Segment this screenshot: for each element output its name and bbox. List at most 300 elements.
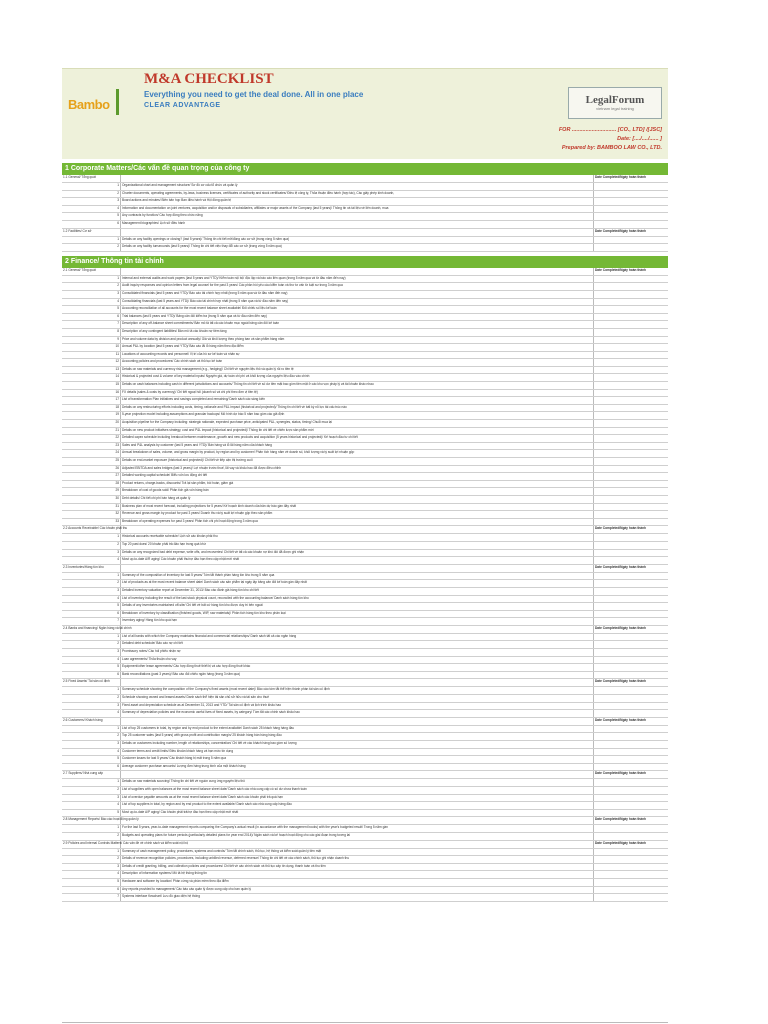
date-cell[interactable]	[594, 450, 669, 458]
row-item: Business plan of most recent forecast, including projections for 5 years/ Kế hoạch kinh doanh của bản dự báo gần đây nhất	[121, 503, 594, 511]
date-cell[interactable]	[594, 283, 669, 291]
checklist-row	[62, 541, 668, 549]
checklist-row	[62, 450, 668, 458]
checklist-row	[62, 442, 668, 450]
date-cell[interactable]	[594, 412, 669, 420]
date-cell[interactable]	[594, 863, 669, 871]
date-cell[interactable]	[594, 595, 669, 603]
checklist-row	[62, 389, 668, 397]
date-cell[interactable]	[594, 244, 669, 252]
group-row	[62, 526, 668, 534]
date-cell[interactable]	[594, 741, 669, 749]
row-item: Description of any contingent liabilities/ Bản mô tả các khoản nợ tiềm tàng	[121, 328, 594, 336]
date-cell[interactable]	[594, 572, 669, 580]
checklist-row	[62, 671, 668, 679]
checklist-row	[62, 275, 668, 283]
row-number: 4	[62, 656, 121, 664]
row-number: 6	[62, 763, 121, 771]
date-cell[interactable]	[594, 779, 669, 787]
row-item: Details on cash balances including cash in different jurisdictions and accounts/ Thông tin chi tiết về số dư tiền mặt bao gồm tiền mặt ở các khu vực pháp lý và tài khoản khác nhau	[121, 382, 594, 390]
row-number: 7	[62, 618, 121, 626]
checklist-row	[62, 344, 668, 352]
row-number: 4	[62, 595, 121, 603]
row-number: 12	[62, 359, 121, 367]
row-number: 26	[62, 465, 121, 473]
row-number: 23	[62, 442, 121, 450]
row-number: 2	[62, 190, 121, 198]
date-completed-header: Date Completed/Ngày hoàn thành	[594, 564, 669, 572]
row-item: Customer terms and credit limits/ Điều khoản khách hàng và hạn mức tín dụng	[121, 748, 594, 756]
date-cell[interactable]	[594, 848, 669, 856]
date-cell[interactable]	[594, 382, 669, 390]
row-number: 22	[62, 435, 121, 443]
checklist-row	[62, 794, 668, 802]
date-completed-header: Date Completed/Ngày hoàn thành	[594, 228, 669, 236]
row-number: 28	[62, 480, 121, 488]
date-cell[interactable]	[594, 649, 669, 657]
checklist-row	[62, 580, 668, 588]
row-number: 19	[62, 412, 121, 420]
date-cell[interactable]	[594, 205, 669, 213]
checklist-row	[62, 412, 668, 420]
row-number: 3	[62, 198, 121, 206]
row-number: 3	[62, 794, 121, 802]
row-item: Details on any recognized bad debt expense, write offs, and recoveries/ Chi tiết về tất cả các khoản nợ khó đòi đã được ghi nhận	[121, 549, 594, 557]
date-cell[interactable]	[594, 488, 669, 496]
group-spacer	[121, 526, 594, 534]
row-item: Historical & projected cost & volume of key material inputs/ Nguyên giá, dự toán chi phí và khối lượng của nguyên liệu đầu vào chính	[121, 374, 594, 382]
row-item: Internal and external audits and work papers (last 5 years and YTD)/ Kiểm toán nội bộ/ độc lập và báo cáo liên quan (trong 5 năm qua và từ đầu năm đến nay)	[121, 275, 594, 283]
checklist-row	[62, 313, 668, 321]
checklist-row	[62, 298, 668, 306]
row-item: Loan agreements/ Thỏa thuận cho vay	[121, 656, 594, 664]
checklist-row	[62, 511, 668, 519]
row-item: Audit inquiry responses and opinion letters from legal counsel for the past 3 years/ Các phản hồi yêu cầu kiểm toán và thư tư vấn từ luật sư trong 3 năm qua	[121, 283, 594, 291]
row-item: Schedule showing owned and leased assets/ Danh sách thể hiện tài sản chủ sở hữu và tài sản cho thuê	[121, 695, 594, 703]
group-label: 1.1 General/ Tổng quát	[62, 175, 121, 183]
row-number: 5	[62, 809, 121, 817]
row-item: For the last 5 years, year-to-date management reports comparing the Company's actual result (in accordance with the management books) with the year's budgeted result/ Trong 5 năm gần	[121, 825, 594, 833]
row-number: 3	[62, 741, 121, 749]
checklist-row	[62, 572, 668, 580]
row-item: List of overdue payable amounts as at the most recent balance sheet date/ Danh sách các khoản phải trả quá hạn	[121, 794, 594, 802]
group-row	[62, 717, 668, 725]
group-spacer	[121, 840, 594, 848]
date-cell[interactable]	[594, 351, 669, 359]
row-number: 14	[62, 374, 121, 382]
group-row	[62, 564, 668, 572]
date-cell[interactable]	[594, 687, 669, 695]
row-item: Fixed asset and depreciation schedule as at December 31, 2013 and YTD/ Tài sản cố định và lịch trình khấu hao	[121, 702, 594, 710]
row-number: 11	[62, 351, 121, 359]
date-cell[interactable]	[594, 541, 669, 549]
row-number: 5	[62, 878, 121, 886]
row-number: 25	[62, 458, 121, 466]
row-item: Accounting reconciliation of all accounts for the most recent balance sheet available/ Đối chiếu số liệu kế toán	[121, 306, 594, 314]
row-number: 2	[62, 733, 121, 741]
row-item: Details of credit granting, billing, and collection policies and procedures/ Chi tiết về các chính sách và thủ tục cấp tín dụng, thanh toán và thu tiền	[121, 863, 594, 871]
checklist-row	[62, 695, 668, 703]
checklist-row	[62, 480, 668, 488]
row-number: 3	[62, 290, 121, 298]
date-completed-header: Date Completed/Ngày hoàn thành	[594, 625, 669, 633]
group-label: 2.5 Fixed Assets/ Tài sản cố định	[62, 679, 121, 687]
row-item: Inventory aging/ Hàng tồn kho quá hạn	[121, 618, 594, 626]
checklist-row	[62, 641, 668, 649]
group-spacer	[121, 564, 594, 572]
row-number: 4	[62, 871, 121, 879]
group-row	[62, 268, 668, 276]
row-number: 8	[62, 328, 121, 336]
date-cell[interactable]	[594, 275, 669, 283]
row-number: 13	[62, 366, 121, 374]
row-item: Most up-to-date A/P aging/ Các khoản phải trả/nợ đáo hạn theo cập nhật mới nhất	[121, 809, 594, 817]
date-cell[interactable]	[594, 213, 669, 221]
row-item: Annual P&L by location (last 5 years and YTD)/ Báo cáo lãi lỗ hàng năm theo địa điểm	[121, 344, 594, 352]
date-cell[interactable]	[594, 344, 669, 352]
row-item: Any contracts by function/ Các hợp đồng theo chức năng	[121, 213, 594, 221]
date-cell[interactable]	[594, 587, 669, 595]
date-cell[interactable]	[594, 183, 669, 191]
row-number: 3	[62, 702, 121, 710]
row-number: 1	[62, 725, 121, 733]
checklist-row	[62, 802, 668, 810]
row-number: 1	[62, 572, 121, 580]
date-cell[interactable]	[594, 633, 669, 641]
date-cell[interactable]	[594, 480, 669, 488]
document-header	[62, 68, 668, 159]
checklist-row	[62, 894, 668, 902]
row-item: Information and documentation on joint ventures, acquisition and/or disposals of subsidiaries, affiliates or major assets of the Company (last 5 years)/ Thông tin và tài liệu về liên doanh, mua	[121, 205, 594, 213]
checklist-sections	[62, 163, 668, 902]
row-item: Details on new product initiatives strategy, cost and P&L impact (historical and projected)/ Thông tin chi tiết về chiến lược sản phẩm mới	[121, 427, 594, 435]
row-number: 9	[62, 336, 121, 344]
date-cell[interactable]	[594, 534, 669, 542]
row-number: 2	[62, 832, 121, 840]
date-cell[interactable]	[594, 404, 669, 412]
date-cell[interactable]	[594, 671, 669, 679]
checklist-row	[62, 244, 668, 252]
date-cell[interactable]	[594, 894, 669, 902]
row-number: 30	[62, 495, 121, 503]
group-spacer	[121, 268, 594, 276]
row-number: 1	[62, 687, 121, 695]
date-line: Date: [..../..../...... ]	[617, 136, 662, 142]
checklist-row	[62, 404, 668, 412]
checklist-row	[62, 359, 668, 367]
legalforum-logo-text: LegalForum	[585, 94, 645, 106]
for-line: FOR ............................. [CO., LTD] /[JSC]	[558, 127, 662, 133]
checklist-row	[62, 618, 668, 626]
row-item: List of inventory including the result of the last stock physical count, reconciled with the accounting balance/ Danh sách hàng tồn kho	[121, 595, 594, 603]
date-cell[interactable]	[594, 321, 669, 329]
date-cell[interactable]	[594, 190, 669, 198]
row-number: 1	[62, 633, 121, 641]
row-item: List of transformation Plan initiatives and savings completed and remaining/ Danh sách các sáng kiến	[121, 397, 594, 405]
checklist-row	[62, 871, 668, 879]
date-cell[interactable]	[594, 656, 669, 664]
row-number: 4	[62, 748, 121, 756]
row-item: List of top 25 customers in total, by region and by end product to the extent available/ Danh sách 25 khách hàng hàng đầu	[121, 725, 594, 733]
row-item: FX details (sales & costs by currency)/ Chi tiết ngoại hối (doanh số và chi phí theo đơn vị tiền tệ)	[121, 389, 594, 397]
date-cell[interactable]	[594, 641, 669, 649]
date-cell[interactable]	[594, 503, 669, 511]
date-cell[interactable]	[594, 580, 669, 588]
group-row	[62, 817, 668, 825]
checklist-row	[62, 220, 668, 228]
row-number: 21	[62, 427, 121, 435]
checklist-row	[62, 465, 668, 473]
legalforum-logo-subtext: vietnam legal training	[596, 106, 634, 111]
row-item: Details on any facility turnarounds (last 5 years)/ Thông tin chi tiết việc thay đổi các cơ sở (trong vòng 5 năm qua)	[121, 244, 594, 252]
row-item: Top 25 customer sales (last 5 years) with gross profit and contribution margin/ 25 khách hàng bán hàng hàng đầu	[121, 733, 594, 741]
checklist-row	[62, 420, 668, 428]
row-item: Details on customers including number, length of relationships, concentration/ Chi tiết về các khách hàng bao gồm số lượng	[121, 741, 594, 749]
group-label: 2.2 Accounts Receivable/ Các khoản phải thu	[62, 526, 121, 534]
checklist-row	[62, 863, 668, 871]
checklist-sheet	[62, 68, 668, 902]
row-number: 7	[62, 894, 121, 902]
date-cell[interactable]	[594, 825, 669, 833]
date-cell[interactable]	[594, 603, 669, 611]
date-cell[interactable]	[594, 748, 669, 756]
checklist-row	[62, 702, 668, 710]
date-cell[interactable]	[594, 871, 669, 879]
date-cell[interactable]	[594, 198, 669, 206]
date-cell[interactable]	[594, 328, 669, 336]
row-item: Breakdown of inventory by classification (finished goods, WIP, raw materials)/ Phân tích hàng tồn kho theo phân loại	[121, 610, 594, 618]
row-item: Consolidated financials (last 5 years and YTD)/ Báo cáo tài chính hợp nhất (trong 5 năm qua và từ đầu năm đến nay)	[121, 290, 594, 298]
row-item: Any reports provided to management/ Các báo cáo quản lý được cung cấp cho ban quản lý	[121, 886, 594, 894]
row-item: Product returns, charge-backs, discounts/ Trả lại sản phẩm, bồi hoàn, giảm giá	[121, 480, 594, 488]
row-item: Annual breakdown of sales, volume, and gross margin by product, by region and by customer/ Phân tích hàng năm về doanh số, khối lượng và tỷ suất lợi nhuận gộp	[121, 450, 594, 458]
row-item: List of top suppliers in total, by region and by end product to the extent available/ Danh sách các nhà cung cấp hàng đầu	[121, 802, 594, 810]
checklist-row	[62, 595, 668, 603]
checklist-row	[62, 198, 668, 206]
row-item: Breakdown of operating expenses for past 3 years/ Phân tích chi phí hoạt động trong 3 năm qua	[121, 518, 594, 526]
checklist-row	[62, 236, 668, 244]
row-item: Charter documents, operating agreements, by-laws, business licenses, certificates of authority and stock certificates/ Điều lệ công ty, Thỏa thuận điều hành (hợp tác), Các giấy phép kinh doanh,	[121, 190, 594, 198]
row-number: 4	[62, 298, 121, 306]
group-row	[62, 840, 668, 848]
row-number: 1	[62, 183, 121, 191]
checklist-row	[62, 779, 668, 787]
date-cell[interactable]	[594, 427, 669, 435]
date-cell[interactable]	[594, 710, 669, 718]
date-cell[interactable]	[594, 664, 669, 672]
date-cell[interactable]	[594, 306, 669, 314]
date-cell[interactable]	[594, 832, 669, 840]
row-number: 27	[62, 473, 121, 481]
row-item: Accounting policies and procedures/ Các chính sách và thủ tục kế toán	[121, 359, 594, 367]
date-cell[interactable]	[594, 794, 669, 802]
row-item: Summary of the composition of inventory for last 5 years/ Tóm tắt thành phần hàng tồn kho trong 5 năm qua	[121, 572, 594, 580]
checklist-row	[62, 495, 668, 503]
group-spacer	[121, 625, 594, 633]
row-number: 3	[62, 649, 121, 657]
checklist-row	[62, 534, 668, 542]
date-cell[interactable]	[594, 518, 669, 526]
date-cell[interactable]	[594, 495, 669, 503]
logo-law-bar	[116, 89, 137, 115]
row-number: 4	[62, 205, 121, 213]
row-item: Consolidating financials (last 5 years and YTD)/ Báo cáo tài chính hợp nhất (trong 5 năm qua và từ đầu năm đến nay)	[121, 298, 594, 306]
row-number: 17	[62, 397, 121, 405]
row-item: Top 20 past dues/ 20 khoản phải trả đáo hạn trong quá khứ	[121, 541, 594, 549]
row-item: List of all banks with which the Company maintains financial and commercial relationships/ Danh sách tất cả các ngân hàng	[121, 633, 594, 641]
date-completed-header: Date Completed/Ngày hoàn thành	[594, 268, 669, 276]
prepared-by-line: Prepared by: BAMBOO LAW CO., LTD.	[561, 145, 662, 151]
group-label: 2.4 Banks and financing/ Ngân hàng và tài chính	[62, 625, 121, 633]
row-number: 3	[62, 863, 121, 871]
date-cell[interactable]	[594, 465, 669, 473]
date-cell[interactable]	[594, 511, 669, 519]
row-item: Trial balances (last 5 years and YTD)/ Bảng cân đối kiểm tra (trong 5 năm qua và từ đầu năm đến nay)	[121, 313, 594, 321]
date-cell[interactable]	[594, 695, 669, 703]
date-completed-header: Date Completed/Ngày hoàn thành	[594, 817, 669, 825]
group-label: 2.9 Policies and Internal Controls Matters/ Các vấn đề về chính sách và kiểm soát nội bộ	[62, 840, 121, 848]
date-cell[interactable]	[594, 886, 669, 894]
section-header: 1 Corporate Matters/Các vấn đề quan trọng của công ty	[62, 163, 668, 175]
checklist-row	[62, 458, 668, 466]
date-cell[interactable]	[594, 763, 669, 771]
date-cell[interactable]	[594, 374, 669, 382]
row-item: 5-year projection model including assumptions and granular backups/ Mô hình dự báo 5 năm bao gồm các giả định	[121, 412, 594, 420]
row-item: Acquisition pipeline for the Company including: strategic rationale, expected purchase price, anticipated P&L, synergies, status, timing/ Chuỗi mua lại	[121, 420, 594, 428]
checklist-table	[62, 268, 668, 902]
date-cell[interactable]	[594, 473, 669, 481]
checklist-row	[62, 664, 668, 672]
checklist-row	[62, 427, 668, 435]
row-number: 3	[62, 587, 121, 595]
row-number: 32	[62, 511, 121, 519]
checklist-row	[62, 725, 668, 733]
date-cell[interactable]	[594, 236, 669, 244]
checklist-row	[62, 649, 668, 657]
checklist-row	[62, 473, 668, 481]
date-cell[interactable]	[594, 702, 669, 710]
date-cell[interactable]	[594, 359, 669, 367]
date-cell[interactable]	[594, 420, 669, 428]
checklist-row	[62, 610, 668, 618]
row-item: Budgets and operating plans for future periods (particularly detailed plans for year end 2014)/ Ngân sách và kế hoạch hoạt động cho các giai đoạn trong tương lai	[121, 832, 594, 840]
group-row	[62, 771, 668, 779]
group-spacer	[121, 717, 594, 725]
row-item: Details on end-market exposure (historical and projected)/ Chi tiết về tiếp cận thị trường cuối	[121, 458, 594, 466]
row-number: 5	[62, 213, 121, 221]
group-row	[62, 625, 668, 633]
row-number: 1	[62, 825, 121, 833]
row-number: 1	[62, 275, 121, 283]
row-number: 1	[62, 848, 121, 856]
checklist-row	[62, 557, 668, 565]
clear-advantage: CLEAR ADVANTAGE	[144, 102, 221, 109]
row-item: Most up-to-date A/R aging/ Các khoản phải thu/nợ đáo hạn theo cập nhật mới nhất	[121, 557, 594, 565]
date-cell[interactable]	[594, 802, 669, 810]
checklist-row	[62, 856, 668, 864]
date-completed-header: Date Completed/Ngày hoàn thành	[594, 526, 669, 534]
date-cell[interactable]	[594, 290, 669, 298]
row-number: 2	[62, 283, 121, 291]
date-cell[interactable]	[594, 809, 669, 817]
group-label: 2.1 General/ Tổng quát	[62, 268, 121, 276]
row-item: List of products as at the most recent balance sheet date/ Danh sách các sản phẩm tại ngày lập bảng cân đối kế toán gần đây nhất	[121, 580, 594, 588]
date-cell[interactable]	[594, 549, 669, 557]
date-cell[interactable]	[594, 389, 669, 397]
row-item: Hardware and software by location/ Phần cứng và phần mềm theo địa điểm	[121, 878, 594, 886]
row-number: 20	[62, 420, 121, 428]
row-item: Board actions and minutes/ Biên bản họp Ban điều hành và Hội đồng quản trị	[121, 198, 594, 206]
row-number: 1	[62, 236, 121, 244]
row-number: 10	[62, 344, 121, 352]
date-cell[interactable]	[594, 435, 669, 443]
row-item: Equipment/other lease agreements/ Các hợp đồng thuê thiết bị và các hợp đồng thuê khác	[121, 664, 594, 672]
row-item: Revenue and gross margin by product for past 3 years/ Doanh thu và tỷ suất lợi nhuận gộp theo sản phẩm	[121, 511, 594, 519]
group-label: 1.2 Facilities/ Cơ sở	[62, 228, 121, 236]
row-number: 6	[62, 220, 121, 228]
date-cell[interactable]	[594, 618, 669, 626]
row-item: Detailed capex schedule including breakout between maintenance, growth and new products and acquisition (5 years historical and projected)/ Kế hoạch đầu tư chi tiết	[121, 435, 594, 443]
bamboo-law-logo	[68, 85, 140, 121]
date-cell[interactable]	[594, 397, 669, 405]
row-item: Summary of depreciation policies and the economic useful lives of fixed assets, by category/ Tóm tắt các chính sách khấu hao	[121, 710, 594, 718]
checklist-row	[62, 633, 668, 641]
row-item: Sales and P&L analysis by customer (last 5 years and YTD)/ Bán hàng và lỗ lãi hàng năm của khách hàng	[121, 442, 594, 450]
checklist-row	[62, 733, 668, 741]
row-number: 5	[62, 603, 121, 611]
checklist-row	[62, 503, 668, 511]
date-cell[interactable]	[594, 756, 669, 764]
date-cell[interactable]	[594, 557, 669, 565]
row-item: Management biographies/ Lịch sử điều hành	[121, 220, 594, 228]
row-item: Debt details/ Chi tiết chi phí bán hàng và quản lý	[121, 495, 594, 503]
date-cell[interactable]	[594, 442, 669, 450]
date-cell[interactable]	[594, 458, 669, 466]
group-spacer	[121, 679, 594, 687]
checklist-row	[62, 488, 668, 496]
date-cell[interactable]	[594, 313, 669, 321]
checklist-row	[62, 878, 668, 886]
row-number: 16	[62, 389, 121, 397]
bottom-rule	[62, 1022, 668, 1023]
row-item: Detailed working capital schedule/ Biểu vốn lưu động chi tiết	[121, 473, 594, 481]
date-cell[interactable]	[594, 336, 669, 344]
row-item: Detailed inventory valuation report at December 31, 2013/ Báo cáo đánh giá hàng tồn kho chi tiết	[121, 587, 594, 595]
row-number: 2	[62, 856, 121, 864]
checklist-row	[62, 351, 668, 359]
checklist-row	[62, 748, 668, 756]
checklist-row	[62, 306, 668, 314]
checklist-row	[62, 603, 668, 611]
row-number: 1	[62, 534, 121, 542]
date-cell[interactable]	[594, 878, 669, 886]
date-cell[interactable]	[594, 856, 669, 864]
date-cell[interactable]	[594, 733, 669, 741]
date-cell[interactable]	[594, 610, 669, 618]
row-number: 4	[62, 557, 121, 565]
row-item: Bank reconciliations (past 3 years)/ Bảo cáo đối chiếu ngân hàng (trong 3 năm qua)	[121, 671, 594, 679]
date-cell[interactable]	[594, 220, 669, 228]
date-cell[interactable]	[594, 366, 669, 374]
row-item: Breakdown of cost of goods sold/ Phân tích giá vốn hàng bán	[121, 488, 594, 496]
checklist-row	[62, 656, 668, 664]
date-cell[interactable]	[594, 725, 669, 733]
row-number: 6	[62, 886, 121, 894]
date-cell[interactable]	[594, 786, 669, 794]
date-cell[interactable]	[594, 298, 669, 306]
date-completed-header: Date Completed/Ngày hoàn thành	[594, 771, 669, 779]
checklist-row	[62, 587, 668, 595]
